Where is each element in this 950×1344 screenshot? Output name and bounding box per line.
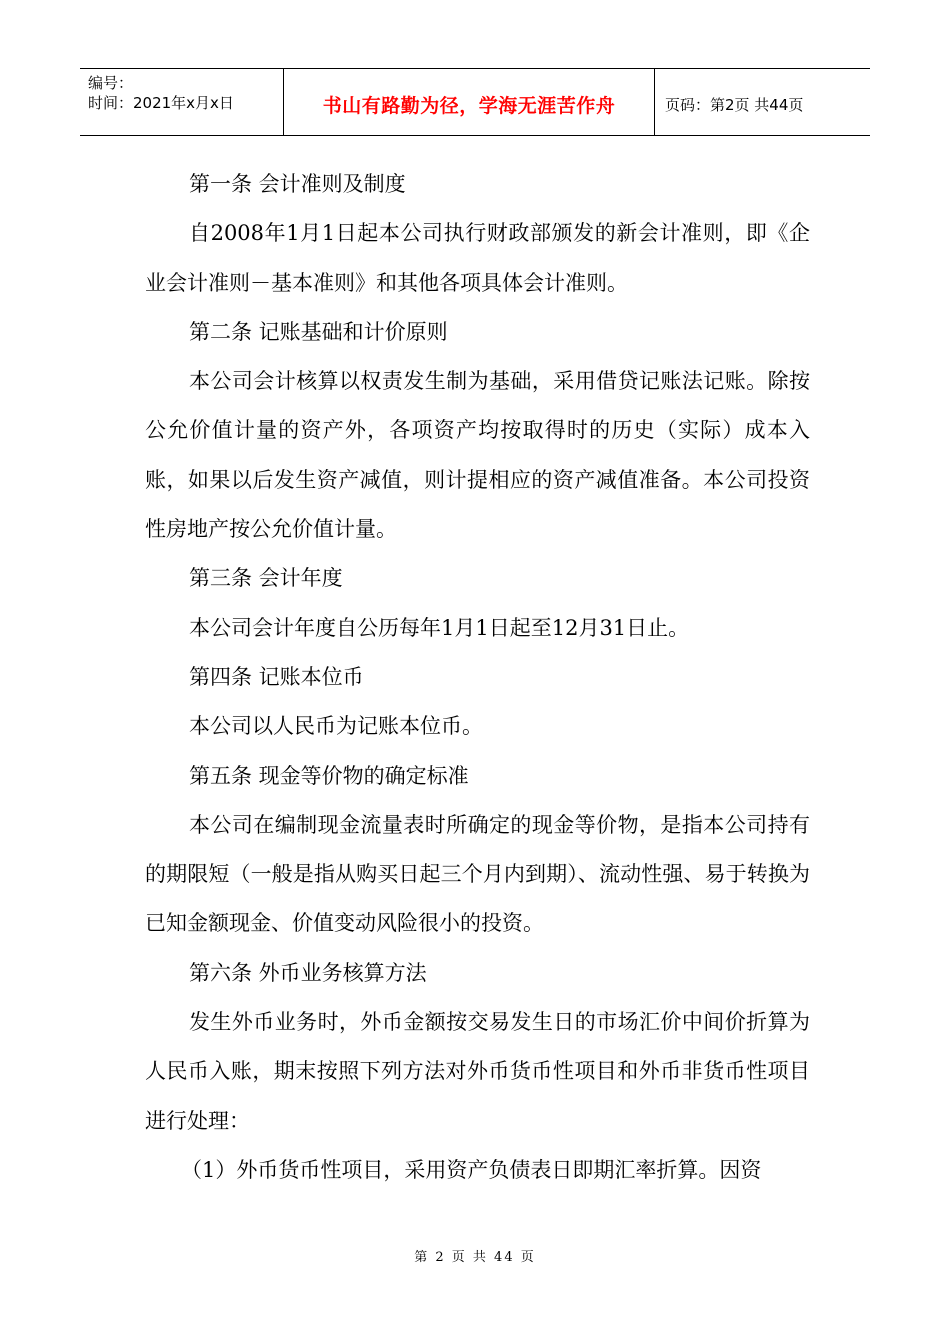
article-6-item-1: （1）外币货币性项目，采用资产负债表日即期汇率折算。因资 [181,1157,762,1182]
header-meta [80,69,283,135]
document-number-label: 编号： [88,74,134,92]
article-5-text: 本公司在编制现金流量表时所确定的现金等价物，是指本公司持有的期限短（一般是指从购买日起三个月内到期）、流动性强、易于转换为已知金额现金、价值变动风险很小的投资。 [145,812,810,936]
page-footer: 第 2 页 共 44 页 [414,1250,536,1265]
document-body [145,160,810,1195]
article-6-text: 发生外币业务时，外币金额按交易发生日的市场汇价中间价折算为人民币入账，期末按照下列方法对外币货币性项目和外币非货币性项目进行处理： [145,1010,810,1133]
article-2-text: 本公司会计核算以权责发生制为基础，采用借贷记账法记账。除按公允价值计量的资产外，各项资产均按取得时的历史（实际）成本入账，如果以后发生资产减值，则计提相应的资产减值准备。本公司投资性房地产按公允价值计量。 [145,369,810,542]
document-time-label: 时间：2021年x月x日 [88,94,234,112]
header-motto-cell [283,69,655,135]
article-4-heading: 第四条 记账本位币 [189,664,364,689]
article-1-heading: 第一条 会计准则及制度 [189,172,406,196]
article-2-heading: 第二条 记账基础和计价原则 [189,319,448,344]
header-page-label: 页码：第2页 共44页 [665,95,804,114]
header-page-cell [655,69,870,135]
header-motto: 书山有路勤为径，学海无涯苦作舟 [322,94,616,117]
document-header [80,68,870,136]
article-6-heading: 第六条 外币业务核算方法 [189,960,427,985]
article-3-text: 本公司会计年度自公历每年1月1日起至12月31日止。 [189,615,690,640]
article-3-heading: 第三条 会计年度 [189,566,343,591]
article-5-heading: 第五条 现金等价物的确定标准 [189,763,469,788]
article-4-text: 本公司以人民币为记账本位币。 [189,714,483,739]
article-1-text: 自2008年1月1日起本公司执行财政部颁发的新会计准则，即《企业会计准则－基本准则》和其他各项具体会计准则。 [145,221,810,295]
